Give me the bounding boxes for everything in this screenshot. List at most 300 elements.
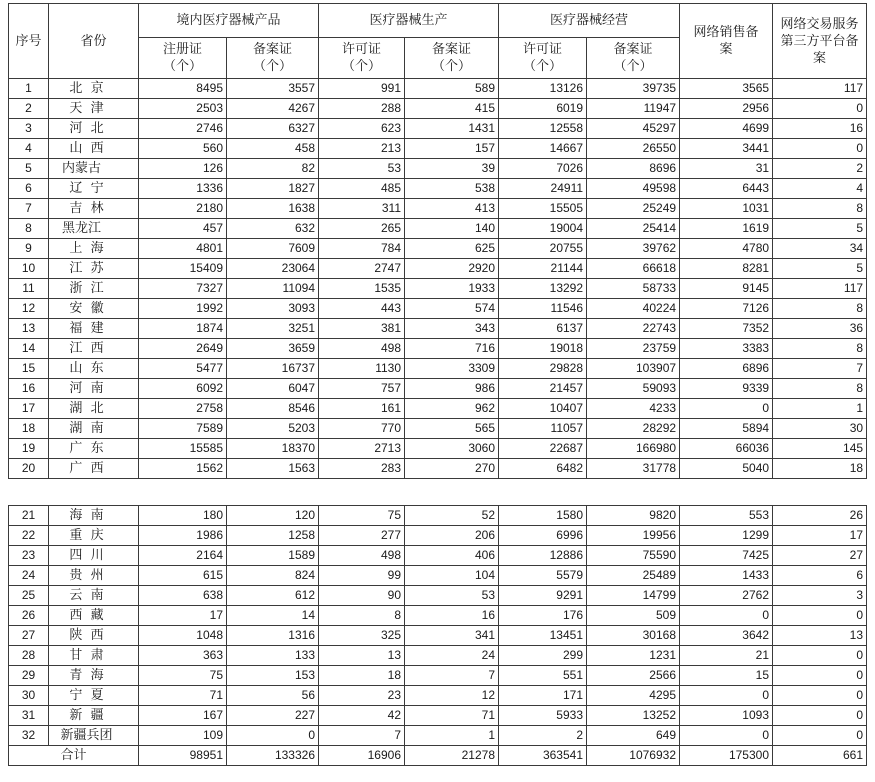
production-filing-cell: 7	[405, 666, 499, 686]
total-label: 合计	[9, 746, 139, 766]
row-index: 5	[9, 159, 49, 179]
table-row	[9, 319, 867, 339]
province-name: 福 建	[49, 319, 139, 339]
operation-license-cell: 299	[499, 646, 587, 666]
operation-filing-cell: 39735	[587, 79, 680, 99]
province-name: 广 东	[49, 439, 139, 459]
production-filing-cell: 16	[405, 606, 499, 626]
row-index: 2	[9, 99, 49, 119]
row-index: 1	[9, 79, 49, 99]
production-license-cell: 161	[319, 399, 405, 419]
filing-cell: 227	[227, 706, 319, 726]
online-sales-cell: 2956	[680, 99, 773, 119]
production-license-cell: 2747	[319, 259, 405, 279]
operation-license-cell: 13451	[499, 626, 587, 646]
production-filing-cell: 343	[405, 319, 499, 339]
online-sales-cell: 0	[680, 606, 773, 626]
operation-license-cell: 12558	[499, 119, 587, 139]
table-row	[9, 119, 867, 139]
online-sales-cell: 31	[680, 159, 773, 179]
total-online-sales: 175300	[680, 746, 773, 766]
row-index: 30	[9, 686, 49, 706]
operation-filing-cell: 31778	[587, 459, 680, 479]
third-party-cell: 117	[773, 79, 867, 99]
row-index: 17	[9, 399, 49, 419]
production-license-cell: 42	[319, 706, 405, 726]
production-license-cell: 277	[319, 526, 405, 546]
online-sales-cell: 9145	[680, 279, 773, 299]
filing-cell: 3659	[227, 339, 319, 359]
production-license-cell: 498	[319, 546, 405, 566]
online-sales-cell: 3441	[680, 139, 773, 159]
production-license-cell: 288	[319, 99, 405, 119]
production-license-cell: 265	[319, 219, 405, 239]
production-filing-cell: 962	[405, 399, 499, 419]
row-index: 28	[9, 646, 49, 666]
registration-cell: 363	[139, 646, 227, 666]
filing-cell: 8546	[227, 399, 319, 419]
row-index: 11	[9, 279, 49, 299]
filing-cell: 18370	[227, 439, 319, 459]
operation-filing-cell: 1231	[587, 646, 680, 666]
row-index: 15	[9, 359, 49, 379]
production-filing-cell: 538	[405, 179, 499, 199]
operation-license-cell: 22687	[499, 439, 587, 459]
online-sales-cell: 7352	[680, 319, 773, 339]
filing-cell: 458	[227, 139, 319, 159]
province-name: 四 川	[49, 546, 139, 566]
header-filing-cert: 备案证 （个）	[227, 38, 319, 79]
province-name: 重 庆	[49, 526, 139, 546]
filing-cell: 4267	[227, 99, 319, 119]
operation-license-cell: 171	[499, 686, 587, 706]
operation-filing-cell: 75590	[587, 546, 680, 566]
registration-cell: 75	[139, 666, 227, 686]
operation-filing-cell: 13252	[587, 706, 680, 726]
third-party-cell: 26	[773, 506, 867, 526]
third-party-cell: 7	[773, 359, 867, 379]
province-name: 江 苏	[49, 259, 139, 279]
province-name: 天 津	[49, 99, 139, 119]
production-filing-cell: 39	[405, 159, 499, 179]
row-index: 31	[9, 706, 49, 726]
third-party-cell: 0	[773, 686, 867, 706]
operation-filing-cell: 11947	[587, 99, 680, 119]
province-name: 西 藏	[49, 606, 139, 626]
table-row	[9, 399, 867, 419]
province-name: 湖 南	[49, 419, 139, 439]
production-license-cell: 1130	[319, 359, 405, 379]
filing-cell: 23064	[227, 259, 319, 279]
third-party-cell: 17	[773, 526, 867, 546]
production-license-cell: 53	[319, 159, 405, 179]
registration-cell: 7327	[139, 279, 227, 299]
online-sales-cell: 1619	[680, 219, 773, 239]
province-name: 上 海	[49, 239, 139, 259]
total-operation-filing: 1076932	[587, 746, 680, 766]
production-license-cell: 23	[319, 686, 405, 706]
province-name: 河 南	[49, 379, 139, 399]
operation-filing-cell: 4233	[587, 399, 680, 419]
operation-license-cell: 13292	[499, 279, 587, 299]
third-party-cell: 0	[773, 139, 867, 159]
online-sales-cell: 0	[680, 686, 773, 706]
registration-cell: 560	[139, 139, 227, 159]
row-index: 29	[9, 666, 49, 686]
operation-filing-cell: 58733	[587, 279, 680, 299]
production-filing-cell: 206	[405, 526, 499, 546]
production-license-cell: 18	[319, 666, 405, 686]
operation-filing-cell: 166980	[587, 439, 680, 459]
row-index: 22	[9, 526, 49, 546]
row-index: 3	[9, 119, 49, 139]
row-index: 16	[9, 379, 49, 399]
registration-cell: 126	[139, 159, 227, 179]
operation-license-cell: 29828	[499, 359, 587, 379]
production-license-cell: 283	[319, 459, 405, 479]
table-row	[9, 506, 867, 526]
registration-cell: 2164	[139, 546, 227, 566]
province-name: 甘 肃	[49, 646, 139, 666]
registration-cell: 6092	[139, 379, 227, 399]
registration-cell: 1874	[139, 319, 227, 339]
table-row	[9, 459, 867, 479]
row-index: 4	[9, 139, 49, 159]
header-index: 序号	[9, 4, 49, 79]
operation-license-cell: 1580	[499, 506, 587, 526]
operation-filing-cell: 509	[587, 606, 680, 626]
registration-cell: 7589	[139, 419, 227, 439]
production-license-cell: 13	[319, 646, 405, 666]
registration-cell: 2503	[139, 99, 227, 119]
filing-cell: 7609	[227, 239, 319, 259]
registration-cell: 2746	[139, 119, 227, 139]
operation-filing-cell: 25489	[587, 566, 680, 586]
operation-license-cell: 15505	[499, 199, 587, 219]
province-name: 广 西	[49, 459, 139, 479]
registration-cell: 1562	[139, 459, 227, 479]
production-license-cell: 90	[319, 586, 405, 606]
production-license-cell: 213	[319, 139, 405, 159]
filing-cell: 1258	[227, 526, 319, 546]
operation-license-cell: 9291	[499, 586, 587, 606]
third-party-cell: 16	[773, 119, 867, 139]
province-name: 江 西	[49, 339, 139, 359]
registration-cell: 15409	[139, 259, 227, 279]
row-index: 27	[9, 626, 49, 646]
online-sales-cell: 0	[680, 399, 773, 419]
province-name: 河 北	[49, 119, 139, 139]
third-party-cell: 8	[773, 379, 867, 399]
production-filing-cell: 413	[405, 199, 499, 219]
online-sales-cell: 21	[680, 646, 773, 666]
online-sales-cell: 5894	[680, 419, 773, 439]
production-license-cell: 381	[319, 319, 405, 339]
province-name: 安 徽	[49, 299, 139, 319]
production-license-cell: 1535	[319, 279, 405, 299]
table-row	[9, 419, 867, 439]
table-row	[9, 359, 867, 379]
filing-cell: 1589	[227, 546, 319, 566]
table-row	[9, 299, 867, 319]
production-filing-cell: 270	[405, 459, 499, 479]
production-filing-cell: 71	[405, 706, 499, 726]
filing-cell: 5203	[227, 419, 319, 439]
row-index: 32	[9, 726, 49, 746]
data-table-part-2	[8, 505, 867, 766]
header-operation: 医疗器械经营	[499, 4, 680, 38]
table-row	[9, 586, 867, 606]
filing-cell: 632	[227, 219, 319, 239]
operation-license-cell: 19018	[499, 339, 587, 359]
registration-cell: 457	[139, 219, 227, 239]
online-sales-cell: 7425	[680, 546, 773, 566]
operation-license-cell: 21457	[499, 379, 587, 399]
production-license-cell: 8	[319, 606, 405, 626]
province-name: 湖 北	[49, 399, 139, 419]
third-party-cell: 13	[773, 626, 867, 646]
third-party-cell: 0	[773, 99, 867, 119]
province-name: 山 东	[49, 359, 139, 379]
third-party-cell: 6	[773, 566, 867, 586]
province-name: 吉 林	[49, 199, 139, 219]
row-index: 26	[9, 606, 49, 626]
production-filing-cell: 341	[405, 626, 499, 646]
production-filing-cell: 1431	[405, 119, 499, 139]
third-party-cell: 5	[773, 219, 867, 239]
third-party-cell: 8	[773, 299, 867, 319]
production-filing-cell: 3060	[405, 439, 499, 459]
production-license-cell: 311	[319, 199, 405, 219]
operation-license-cell: 24911	[499, 179, 587, 199]
row-index: 8	[9, 219, 49, 239]
production-filing-cell: 625	[405, 239, 499, 259]
third-party-cell: 0	[773, 726, 867, 746]
province-name: 辽 宁	[49, 179, 139, 199]
third-party-cell: 4	[773, 179, 867, 199]
filing-cell: 6047	[227, 379, 319, 399]
online-sales-cell: 7126	[680, 299, 773, 319]
table-row	[9, 339, 867, 359]
table-row	[9, 566, 867, 586]
online-sales-cell: 5040	[680, 459, 773, 479]
online-sales-cell: 15	[680, 666, 773, 686]
production-filing-cell: 589	[405, 79, 499, 99]
registration-cell: 1992	[139, 299, 227, 319]
row-index: 6	[9, 179, 49, 199]
province-name: 黑龙江	[49, 219, 139, 239]
registration-cell: 15585	[139, 439, 227, 459]
operation-filing-cell: 28292	[587, 419, 680, 439]
online-sales-cell: 1093	[680, 706, 773, 726]
production-license-cell: 770	[319, 419, 405, 439]
registration-cell: 71	[139, 686, 227, 706]
production-license-cell: 485	[319, 179, 405, 199]
production-filing-cell: 1	[405, 726, 499, 746]
filing-cell: 0	[227, 726, 319, 746]
operation-filing-cell: 9820	[587, 506, 680, 526]
filing-cell: 82	[227, 159, 319, 179]
row-index: 21	[9, 506, 49, 526]
third-party-cell: 2	[773, 159, 867, 179]
registration-cell: 4801	[139, 239, 227, 259]
filing-cell: 612	[227, 586, 319, 606]
province-name: 山 西	[49, 139, 139, 159]
table-row	[9, 666, 867, 686]
header-operation-filing: 备案证 （个）	[587, 38, 680, 79]
operation-filing-cell: 59093	[587, 379, 680, 399]
header-production-filing: 备案证 （个）	[405, 38, 499, 79]
online-sales-cell: 3642	[680, 626, 773, 646]
filing-cell: 14	[227, 606, 319, 626]
third-party-cell: 8	[773, 339, 867, 359]
row-index: 13	[9, 319, 49, 339]
online-sales-cell: 2762	[680, 586, 773, 606]
total-registration: 98951	[139, 746, 227, 766]
total-filing: 133326	[227, 746, 319, 766]
operation-filing-cell: 4295	[587, 686, 680, 706]
operation-license-cell: 10407	[499, 399, 587, 419]
table-row	[9, 159, 867, 179]
registration-cell: 167	[139, 706, 227, 726]
third-party-cell: 0	[773, 666, 867, 686]
production-filing-cell: 415	[405, 99, 499, 119]
production-license-cell: 325	[319, 626, 405, 646]
operation-filing-cell: 2566	[587, 666, 680, 686]
table-row	[9, 686, 867, 706]
registration-cell: 1336	[139, 179, 227, 199]
operation-license-cell: 12886	[499, 546, 587, 566]
header-operation-license: 许可证 （个）	[499, 38, 587, 79]
production-filing-cell: 3309	[405, 359, 499, 379]
operation-license-cell: 6996	[499, 526, 587, 546]
filing-cell: 133	[227, 646, 319, 666]
registration-cell: 1048	[139, 626, 227, 646]
operation-license-cell: 5933	[499, 706, 587, 726]
registration-cell: 5477	[139, 359, 227, 379]
header-third-party-platform: 网络交易服务第三方平台备案	[773, 4, 867, 79]
online-sales-cell: 9339	[680, 379, 773, 399]
row-index: 19	[9, 439, 49, 459]
province-name: 浙 江	[49, 279, 139, 299]
online-sales-cell: 1031	[680, 199, 773, 219]
table-row	[9, 199, 867, 219]
operation-filing-cell: 26550	[587, 139, 680, 159]
online-sales-cell: 6896	[680, 359, 773, 379]
operation-filing-cell: 49598	[587, 179, 680, 199]
online-sales-cell: 4780	[680, 239, 773, 259]
production-license-cell: 498	[319, 339, 405, 359]
table-row	[9, 139, 867, 159]
filing-cell: 11094	[227, 279, 319, 299]
production-license-cell: 443	[319, 299, 405, 319]
table-row	[9, 526, 867, 546]
operation-license-cell: 551	[499, 666, 587, 686]
production-filing-cell: 1933	[405, 279, 499, 299]
production-license-cell: 784	[319, 239, 405, 259]
online-sales-cell: 8281	[680, 259, 773, 279]
row-index: 12	[9, 299, 49, 319]
table-row	[9, 259, 867, 279]
registration-cell: 638	[139, 586, 227, 606]
operation-license-cell: 11546	[499, 299, 587, 319]
production-filing-cell: 986	[405, 379, 499, 399]
third-party-cell: 117	[773, 279, 867, 299]
filing-cell: 16737	[227, 359, 319, 379]
registration-cell: 1986	[139, 526, 227, 546]
third-party-cell: 5	[773, 259, 867, 279]
operation-license-cell: 6482	[499, 459, 587, 479]
province-name: 新 疆	[49, 706, 139, 726]
operation-filing-cell: 25414	[587, 219, 680, 239]
operation-filing-cell: 649	[587, 726, 680, 746]
total-production-filing: 21278	[405, 746, 499, 766]
table-row	[9, 219, 867, 239]
province-name: 北 京	[49, 79, 139, 99]
operation-filing-cell: 40224	[587, 299, 680, 319]
operation-license-cell: 6137	[499, 319, 587, 339]
total-row	[9, 746, 867, 766]
online-sales-cell: 1299	[680, 526, 773, 546]
registration-cell: 109	[139, 726, 227, 746]
operation-filing-cell: 14799	[587, 586, 680, 606]
table-row	[9, 726, 867, 746]
online-sales-cell: 553	[680, 506, 773, 526]
header-online-sales: 网络销售备案	[680, 4, 773, 79]
operation-license-cell: 21144	[499, 259, 587, 279]
operation-license-cell: 19004	[499, 219, 587, 239]
table-header	[9, 4, 867, 79]
table-row	[9, 606, 867, 626]
operation-license-cell: 20755	[499, 239, 587, 259]
third-party-cell: 34	[773, 239, 867, 259]
operation-filing-cell: 45297	[587, 119, 680, 139]
row-index: 9	[9, 239, 49, 259]
operation-filing-cell: 23759	[587, 339, 680, 359]
online-sales-cell: 6443	[680, 179, 773, 199]
row-index: 20	[9, 459, 49, 479]
filing-cell: 3557	[227, 79, 319, 99]
total-operation-license: 363541	[499, 746, 587, 766]
filing-cell: 3093	[227, 299, 319, 319]
production-filing-cell: 52	[405, 506, 499, 526]
registration-cell: 17	[139, 606, 227, 626]
province-name: 海 南	[49, 506, 139, 526]
online-sales-cell: 3565	[680, 79, 773, 99]
production-filing-cell: 140	[405, 219, 499, 239]
table-row	[9, 379, 867, 399]
production-license-cell: 2713	[319, 439, 405, 459]
filing-cell: 153	[227, 666, 319, 686]
province-name: 云 南	[49, 586, 139, 606]
header-province: 省份	[49, 4, 139, 79]
table-row	[9, 646, 867, 666]
filing-cell: 1827	[227, 179, 319, 199]
operation-filing-cell: 30168	[587, 626, 680, 646]
production-license-cell: 75	[319, 506, 405, 526]
operation-license-cell: 14667	[499, 139, 587, 159]
filing-cell: 1638	[227, 199, 319, 219]
province-name: 青 海	[49, 666, 139, 686]
header-production-license: 许可证 （个）	[319, 38, 405, 79]
province-name: 新疆兵团	[49, 726, 139, 746]
row-index: 23	[9, 546, 49, 566]
third-party-cell: 0	[773, 606, 867, 626]
registration-cell: 2180	[139, 199, 227, 219]
production-filing-cell: 574	[405, 299, 499, 319]
production-filing-cell: 2920	[405, 259, 499, 279]
table-row	[9, 439, 867, 459]
